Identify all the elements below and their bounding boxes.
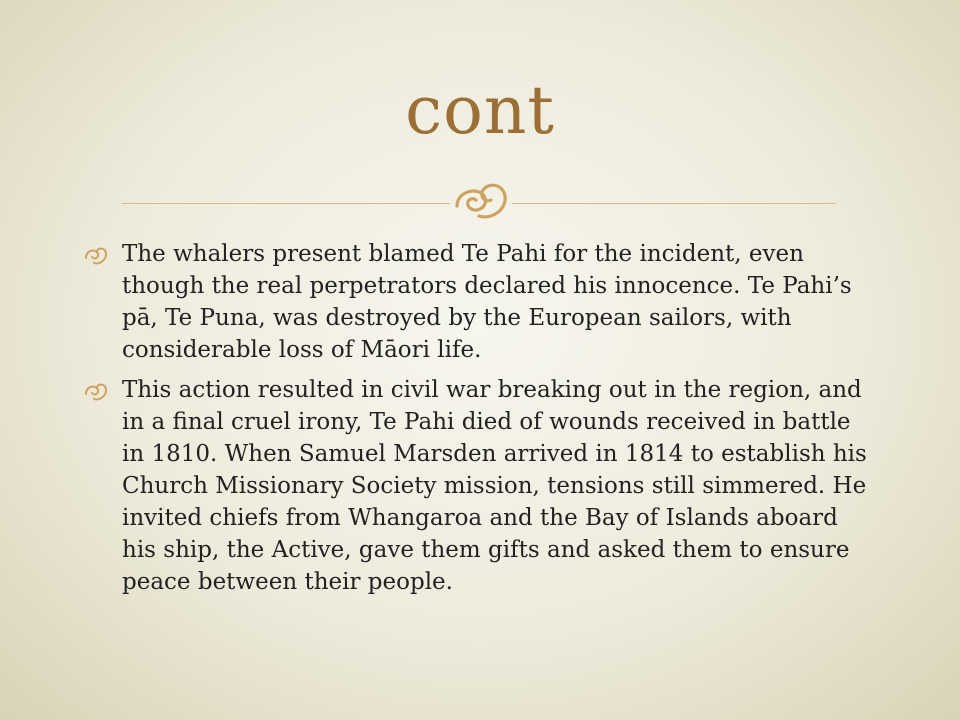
title-divider-left xyxy=(122,203,450,204)
bullet-text: The whalers present blamed Te Pahi for the incident, even though the real perpetrators declared his innocence. Te Pahi’s pā, Te Puna, was destroyed by the European sailors, with considerable loss of Māori life. xyxy=(122,241,852,363)
swirl-bullet-icon xyxy=(84,381,108,401)
bullet-text: This action resulted in civil war breaking out in the region, and in a final cruel irony, Te Pahi died of wounds received in battle in 1810. When Samuel Marsden arrived in 1814 to establish his Church Missionary Society mission, tensions still simmered. He invited chiefs from Whangaroa and the Bay of Islands aboard his ship, the Active, gave them gifts and asked them to ensure peace between their people. xyxy=(122,377,867,595)
bullet-list xyxy=(84,238,874,606)
list-item xyxy=(84,238,874,366)
list-item xyxy=(84,374,874,598)
slide-title: cont xyxy=(405,72,555,149)
swirl-bullet-icon xyxy=(84,245,108,265)
double-swirl-icon xyxy=(451,176,511,222)
title-divider-right xyxy=(512,203,836,204)
